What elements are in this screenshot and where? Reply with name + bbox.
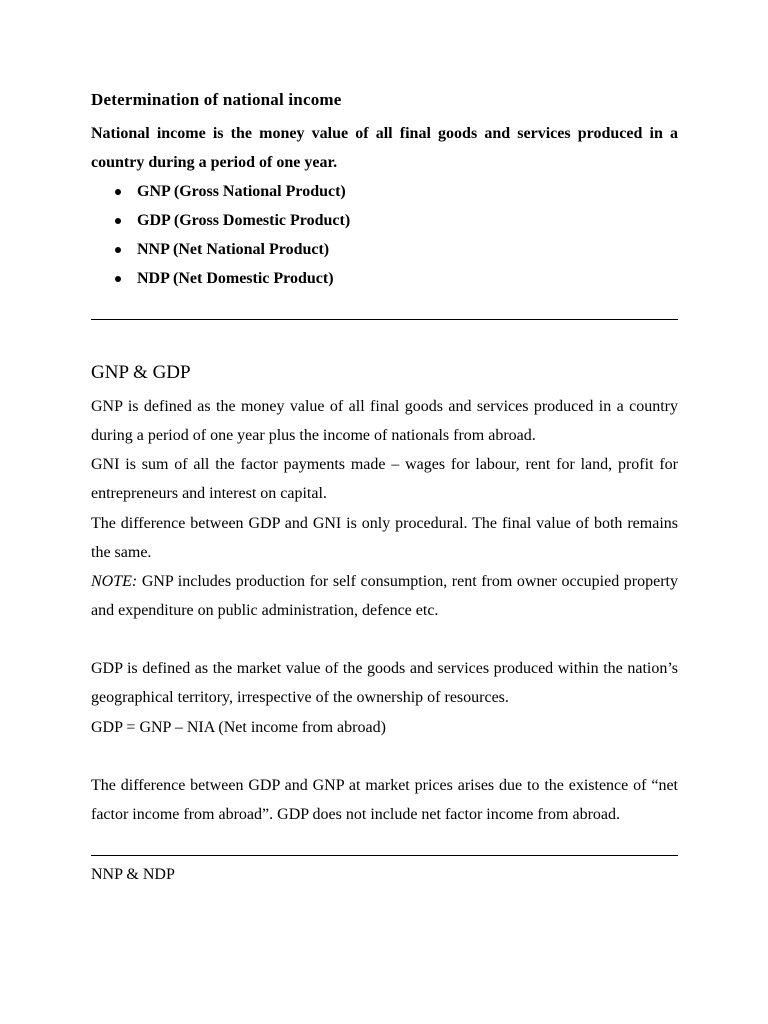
bullet-icon bbox=[115, 276, 121, 282]
income-measures-list bbox=[91, 177, 350, 293]
note-paragraph bbox=[91, 567, 678, 625]
bullet-icon bbox=[115, 247, 121, 253]
note-label: NOTE: bbox=[91, 573, 138, 590]
intro-paragraph: National income is the money value of all final goods and services produced in a country during a period of one year. bbox=[91, 125, 678, 171]
list-item-text: NDP (Net Domestic Product) bbox=[137, 270, 334, 287]
list-item-text: GDP (Gross Domestic Product) bbox=[137, 212, 351, 229]
section-heading-gnp-gdp: GNP & GDP bbox=[91, 362, 191, 383]
gni-paragraph: GNI is sum of all the factor payments made – wages for labour, rent for land, profit for entrepreneurs and interest on capital. bbox=[91, 456, 678, 502]
section-heading-nnp-ndp: NNP & NDP bbox=[91, 866, 175, 883]
list-item bbox=[91, 177, 350, 206]
note-text: GNP includes production for self consumption, rent from owner occupied property and expenditure on public administration, defence etc. bbox=[91, 573, 678, 619]
gnp-definition-paragraph: GNP is defined as the money value of all final goods and services produced in a country during a period of one year plus the income of nationals from abroad. bbox=[91, 398, 678, 444]
bullet-icon bbox=[115, 189, 121, 195]
document-title: Determination of national income bbox=[91, 90, 342, 109]
bullet-icon bbox=[115, 218, 121, 224]
list-item-text: GNP (Gross National Product) bbox=[137, 183, 346, 200]
procedural-difference-paragraph: The difference between GDP and GNI is only procedural. The final value of both remains the same. bbox=[91, 515, 678, 561]
market-prices-paragraph: The difference between GDP and GNP at market prices arises due to the existence of “net factor income from abroad”. GDP does not include net factor income from abroad. bbox=[91, 777, 678, 823]
gdp-formula: GDP = GNP – NIA (Net income from abroad) bbox=[91, 719, 386, 736]
list-item bbox=[91, 235, 350, 264]
list-item-text: NNP (Net National Product) bbox=[137, 241, 330, 258]
section-divider bbox=[91, 319, 678, 320]
gdp-definition-paragraph: GDP is defined as the market value of the goods and services produced within the nation’s geographical territory, irrespective of the ownership of resources. bbox=[91, 660, 678, 706]
list-item bbox=[91, 206, 350, 235]
section-divider bbox=[91, 855, 678, 856]
list-item bbox=[91, 264, 350, 293]
